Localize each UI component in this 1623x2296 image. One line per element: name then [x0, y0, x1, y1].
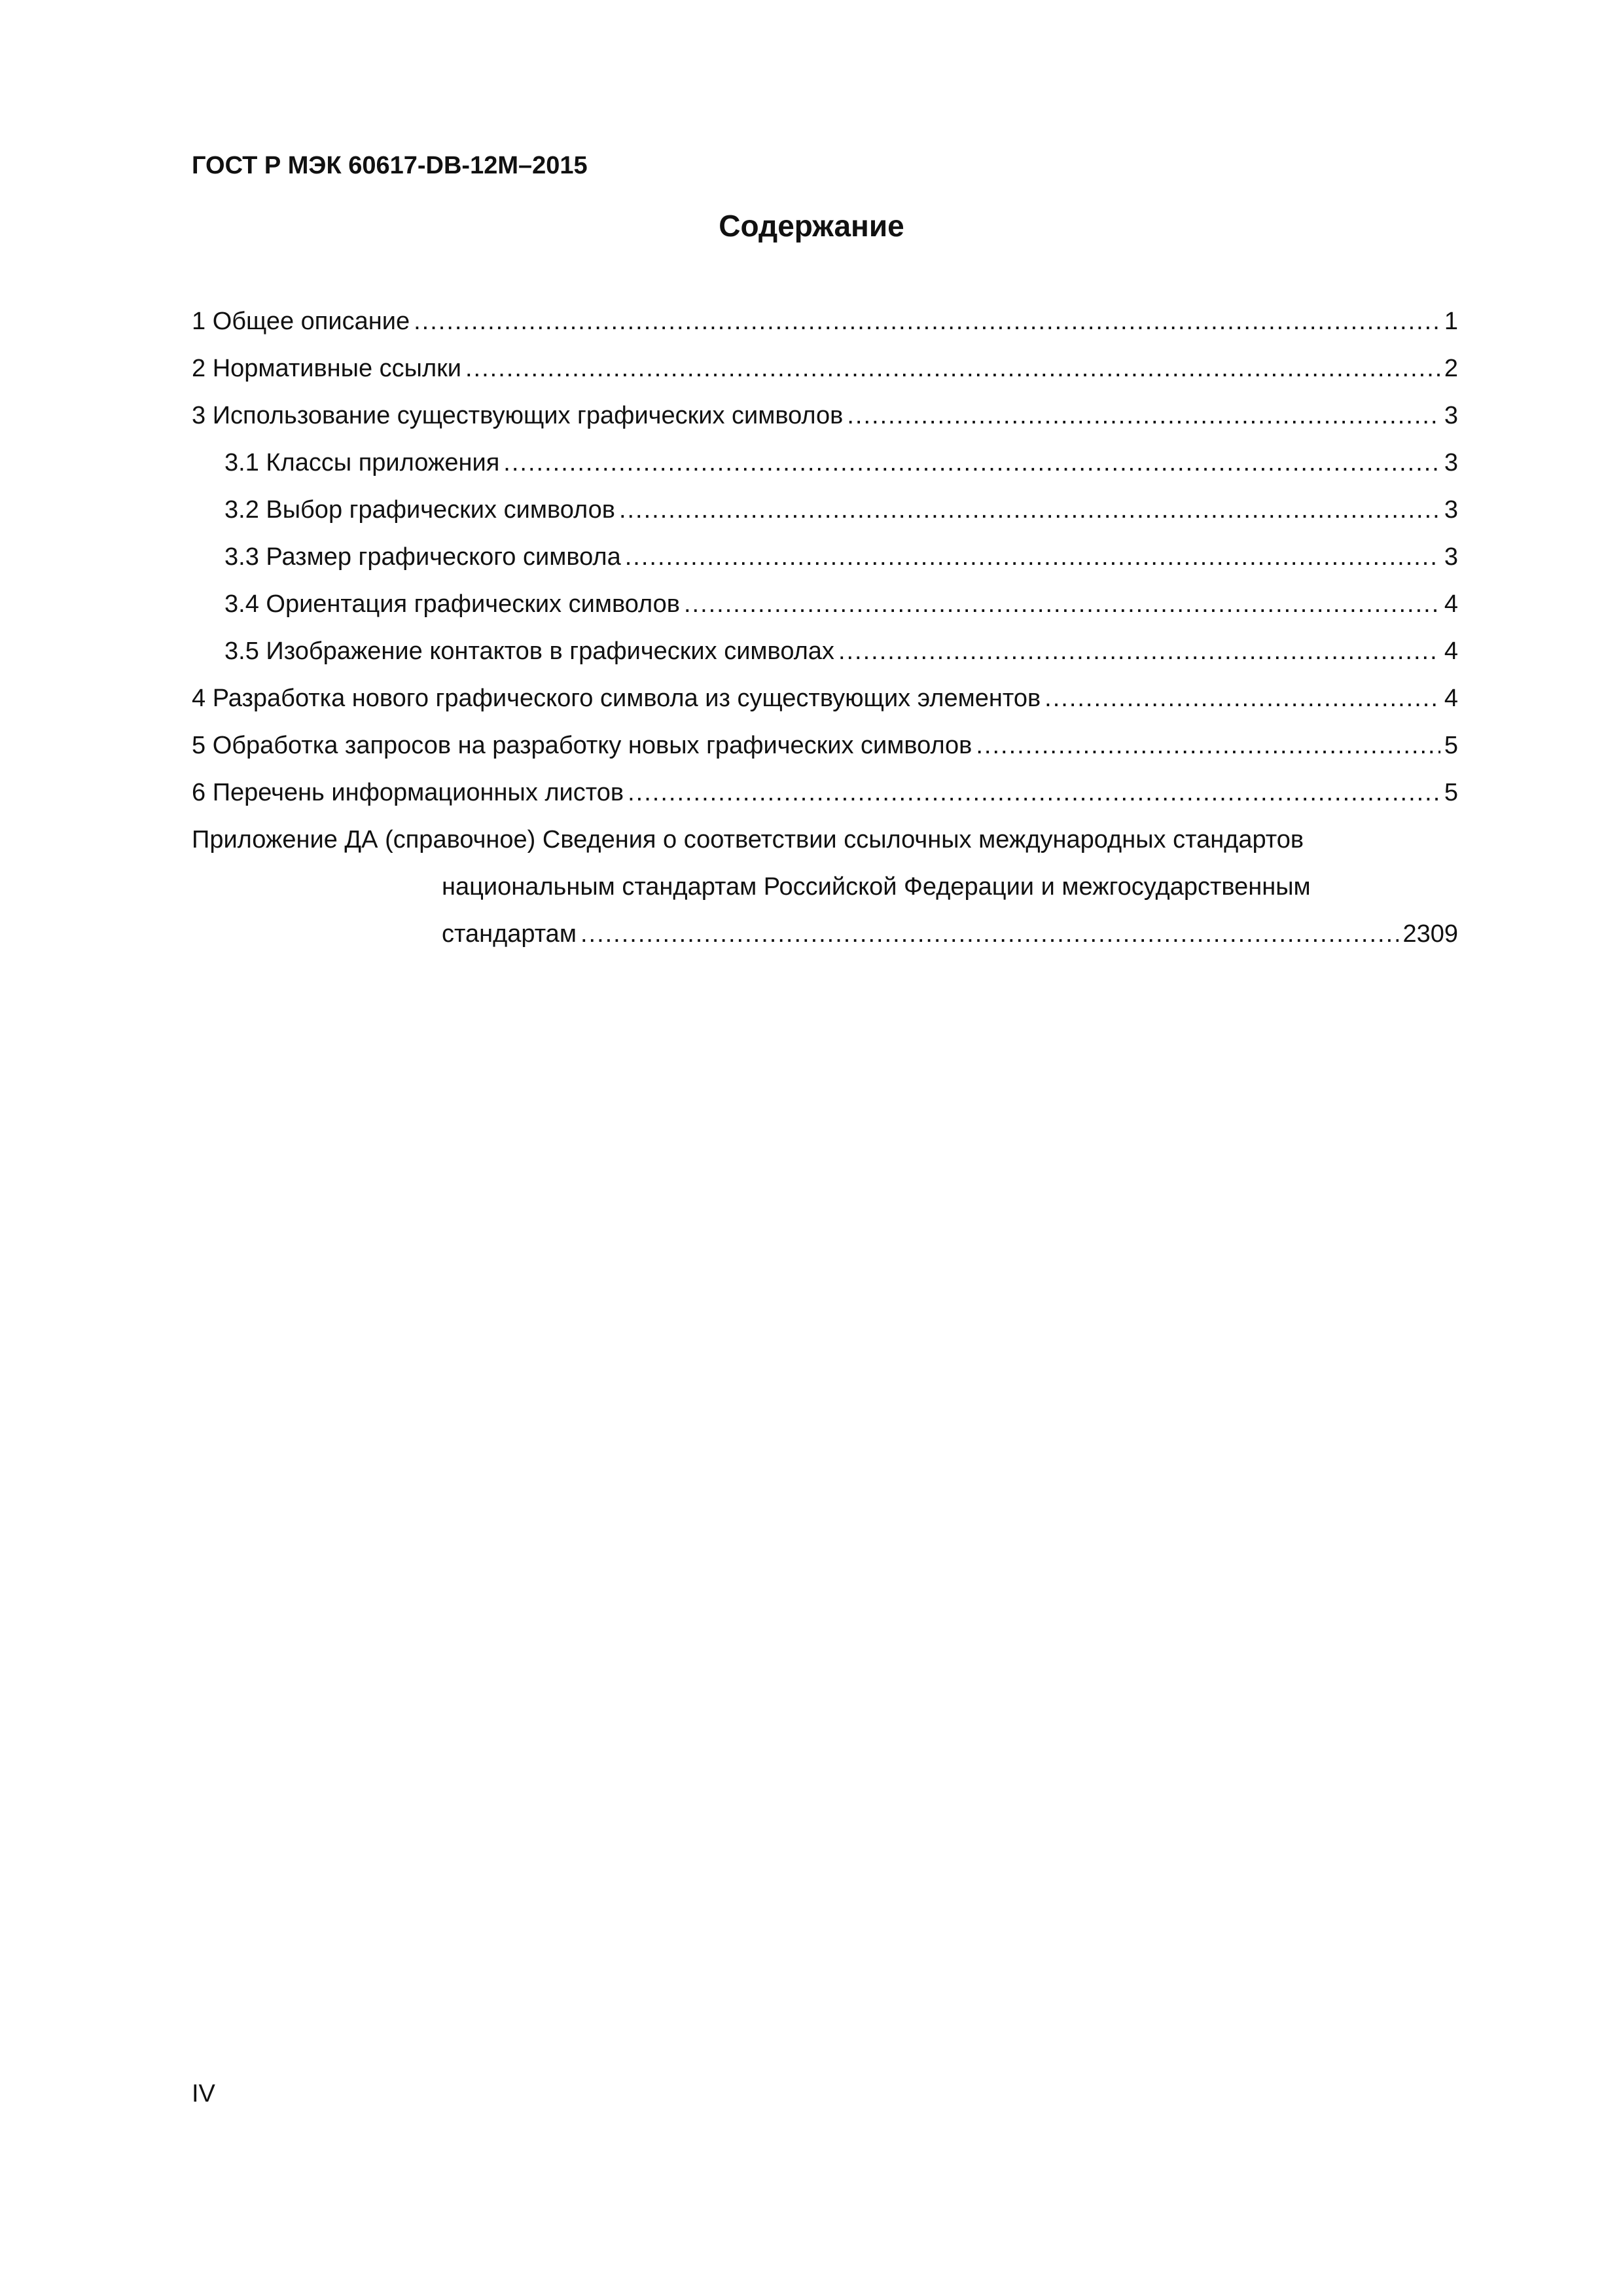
dot-leader: [503, 439, 1440, 486]
toc-subentry[interactable]: [192, 581, 1458, 628]
toc-entry[interactable]: [192, 722, 1458, 769]
toc-appendix-entry[interactable]: [192, 816, 1458, 958]
toc-entry-page: 1: [1444, 308, 1458, 335]
dot-leader: [465, 345, 1440, 392]
toc-entry-label: 3.5 Изображение контактов в графических символах: [224, 637, 834, 665]
dot-leader: [847, 392, 1440, 439]
toc-entry-page: 4: [1444, 637, 1458, 665]
appendix-line-3: стандартам: [442, 920, 577, 948]
toc-subentry[interactable]: [192, 439, 1458, 486]
toc-entry-page: 2309: [1402, 920, 1458, 948]
appendix-line-1: Приложение ДА (справочное) Сведения о соответствии ссылочных международных стандартов: [192, 826, 1304, 853]
toc-entry-page: 2: [1444, 355, 1458, 382]
toc-entry-label: 3.4 Ориентация графических символов: [224, 590, 680, 618]
dot-leader: [619, 486, 1440, 533]
toc-entry-page: 3: [1444, 449, 1458, 476]
toc-entry-label: 6 Перечень информационных листов: [192, 779, 624, 806]
toc-title: Содержание: [719, 209, 904, 243]
toc-entry[interactable]: [192, 298, 1458, 345]
toc-entry-page: 3: [1444, 402, 1458, 429]
toc-entry-label: 3.2 Выбор графических символов: [224, 496, 615, 524]
table-of-contents: [192, 298, 1458, 958]
toc-entry-page: 3: [1444, 543, 1458, 571]
page-number: IV: [192, 2080, 215, 2108]
toc-subentry[interactable]: [192, 628, 1458, 675]
toc-entry-page: 3: [1444, 496, 1458, 524]
dot-leader: [1044, 675, 1440, 722]
toc-entry[interactable]: [192, 675, 1458, 722]
dot-leader: [838, 628, 1440, 675]
toc-entry[interactable]: [192, 345, 1458, 392]
toc-entry[interactable]: [192, 392, 1458, 439]
toc-entry-label: 3.1 Классы приложения: [224, 449, 500, 476]
toc-subentry[interactable]: [192, 533, 1458, 581]
toc-subentry[interactable]: [192, 486, 1458, 533]
appendix-line-2: национальным стандартам Российской Федерации и межгосударственным: [442, 873, 1311, 901]
dot-leader: [414, 298, 1440, 345]
dot-leader: [580, 910, 1399, 958]
dot-leader: [625, 533, 1440, 581]
toc-entry-label: 5 Обработка запросов на разработку новых графических символов: [192, 732, 972, 759]
toc-entry-label: 4 Разработка нового графического символа из существующих элементов: [192, 685, 1041, 712]
toc-entry-page: 4: [1444, 590, 1458, 618]
toc-entry-label: 2 Нормативные ссылки: [192, 355, 461, 382]
toc-entry-page: 5: [1444, 732, 1458, 759]
appendix-line-3-row: [192, 910, 1458, 958]
toc-entry-label: 1 Общее описание: [192, 308, 410, 335]
toc-entry-page: 4: [1444, 685, 1458, 712]
dot-leader: [684, 581, 1440, 628]
document-header: ГОСТ Р МЭК 60617-DB-12M–2015: [192, 152, 588, 179]
toc-entry[interactable]: [192, 769, 1458, 816]
dot-leader: [628, 769, 1440, 816]
toc-entry-page: 5: [1444, 779, 1458, 806]
toc-entry-label: 3 Использование существующих графических символов: [192, 402, 844, 429]
dot-leader: [976, 722, 1440, 769]
toc-entry-label: 3.3 Размер графического символа: [224, 543, 621, 571]
